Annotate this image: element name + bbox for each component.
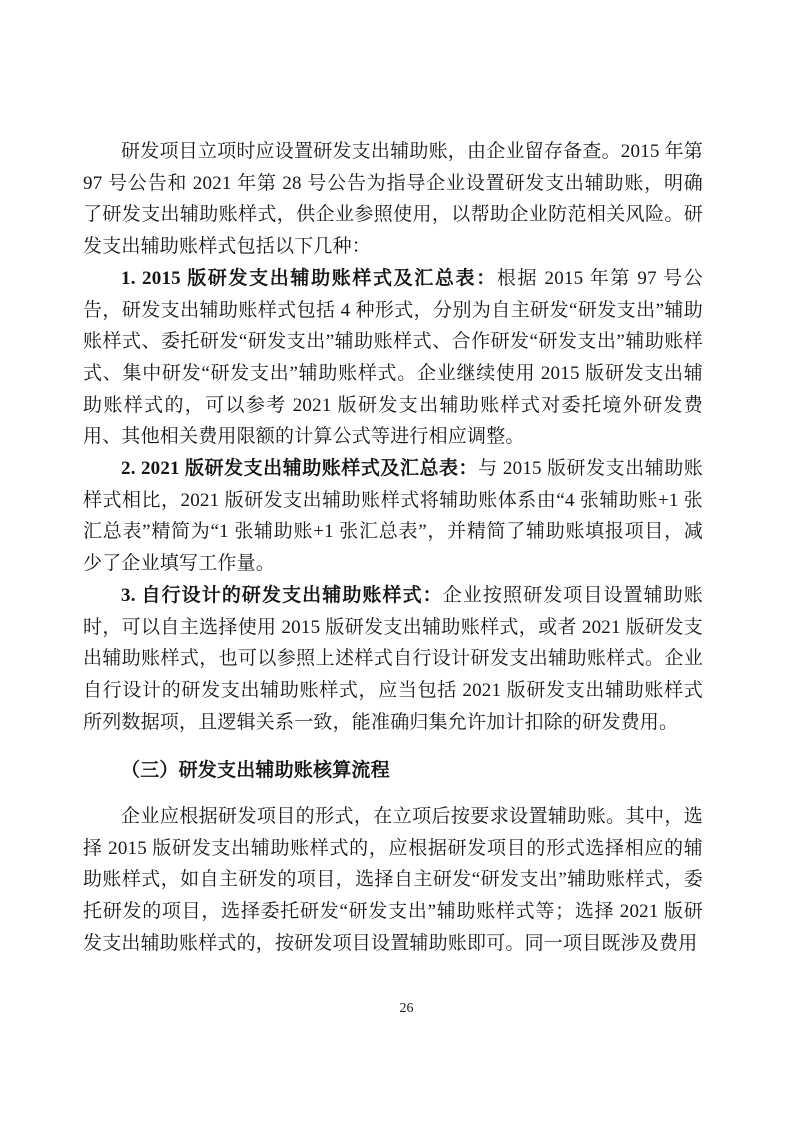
section-heading: （三）研发支出辅助账核算流程 [121,760,390,782]
paragraph-text: 研发项目立项时应设置研发支出辅助账，由企业留存备查。2015 年第 97 号公告和 2021 年第 28 号公告为指导企业设置研发支出辅助账，明确了研发支出辅助账样式，供企业参照使用，以帮助企业防范相关风险。研发支出辅助账样式包括以下几种： [83,141,703,258]
paragraph-text: 企业按照研发项目设置辅助账时，可以自主选择使用 2015 版研发支出辅助账样式，或者 2021 版研发支出辅助账样式，也可以参照上述样式自行设计研发支出辅助账样式。企业自行设计的研发支出辅助账样式，应当包括 2021 版研发支出辅助账样式所列数据项，且逻辑关系一致，能准确归集允许加计扣除的研发费用。 [83,584,703,733]
document-body [83,136,703,960]
paragraph-text: 企业应根据研发项目的形式，在立项后按要求设置辅助账。其中，选择 2015 版研发支出辅助账样式的，应根据研发项目的形式选择相应的辅助账样式，如自主研发的项目，选择自主研发“研发支出”辅助账样式，委托研发的项目，选择委托研发“研发支出”辅助账样式等；选择 2021 版研发支出辅助账样式的，按研发项目设置辅助账即可。同一项目既涉及费用 [83,806,703,954]
paragraph-item-2021 [83,453,703,580]
page-number: 26 [399,1001,414,1016]
paragraph-item-2015 [83,263,703,453]
paragraph-lead: 2. 2021 版研发支出辅助账样式及汇总表： [121,458,479,480]
paragraph-intro [83,136,703,263]
paragraph-lead: 3. 自行设计的研发支出辅助账样式： [121,584,443,606]
paragraph-text: 与 2015 版研发支出辅助账样式相比，2021 版研发支出辅助账样式将辅助账体系由“4 张辅助账+1 张汇总表”精简为“1 张辅助账+1 张汇总表”，并精简了辅助账填报项目，减少了企业填写工作量。 [83,458,703,575]
paragraph-lead: 1. 2015 版研发支出辅助账样式及汇总表： [121,267,497,289]
paragraph-process [83,801,703,960]
paragraph-item-custom [83,580,703,739]
paragraph-text: 根据 2015 年第 97 号公告，研发支出辅助账样式包括 4 种形式，分别为自主研发“研发支出”辅助账样式、委托研发“研发支出”辅助账样式、合作研发“研发支出”辅助账样式、集中研发“研发支出”辅助账样式。企业继续使用 2015 版研发支出辅助账样式的，可以参考 2021 版研发支出辅助账样式对委托境外研发费用、其他相关费用限额的计算公式等进行相应调整。 [83,267,704,448]
